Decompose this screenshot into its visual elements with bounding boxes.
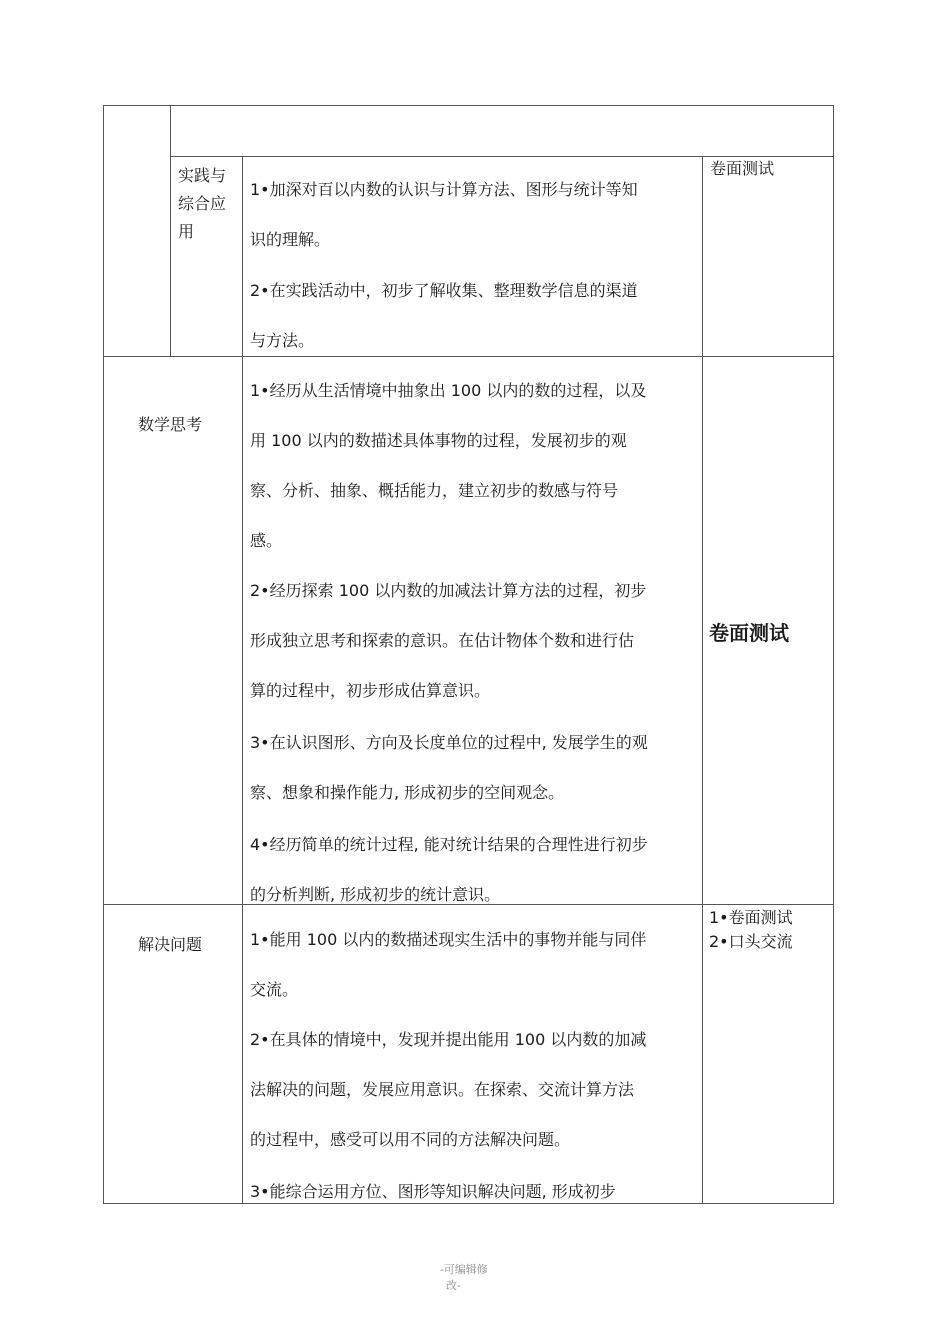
problem-assessment-item-1: 1•卷面测试 xyxy=(709,908,793,927)
problem-label: 解决问题 xyxy=(138,935,203,954)
thinking-assessment: 卷面测试 xyxy=(709,621,789,645)
practice-label: 实践与 综合应 用 xyxy=(178,166,227,241)
problem-item-1: 1•能用 100 以内的数描述现实生活中的事物并能与同伴 交流。 xyxy=(250,930,647,999)
problem-assessment xyxy=(709,906,793,954)
problem-item-3: 3•能综合运用方位、图形等知识解决问题, 形成初步 xyxy=(250,1182,616,1201)
thinking-item-2: 2•经历探索 100 以内数的加减法计算方法的过程，初步 形成独立思考和探索的意识。在估计物体个数和进行估 算的过程中，初步形成估算意识。 xyxy=(250,581,647,700)
thinking-item-3: 3•在认识图形、方向及长度单位的过程中, 发展学生的观 察、想象和操作能力, 形成初步的空间观念。 xyxy=(250,733,648,802)
thinking-item-4: 4•经历简单的统计过程, 能对统计结果的合理性进行初步 的分析判断, 形成初步的统计意识。 xyxy=(250,835,648,904)
table-border-left xyxy=(103,105,104,1204)
page-footer: -可编辑修 改- xyxy=(440,1263,488,1292)
thinking-item-1: 1•经历从生活情境中抽象出 100 以内的数的过程，以及 用 100 以内的数描述具体事物的过程，发展初步的观 察、分析、抽象、概括能力，建立初步的数感与符号 感。 xyxy=(250,381,647,550)
table-rule-content-col xyxy=(242,156,243,1204)
table-rule-subcol xyxy=(170,105,171,357)
practice-item-1: 1•加深对百以内数的认识与计算方法、图形与统计等知 识的理解。 xyxy=(250,180,638,249)
table-border-top xyxy=(103,105,834,106)
problem-item-2: 2•在具体的情境中，发现并提出能用 100 以内数的加减 法解决的问题，发展应用意识。在探索、交流计算方法 的过程中，感受可以用不同的方法解决问题。 xyxy=(250,1030,647,1149)
practice-assessment: 卷面测试 xyxy=(710,159,775,178)
practice-item-2: 2•在实践活动中，初步了解收集、整理数学信息的渠道 与方法。 xyxy=(250,281,638,350)
problem-assessment-item-2: 2•口头交流 xyxy=(709,932,793,951)
table-rule-assessment-col xyxy=(702,156,703,1204)
table-border-right xyxy=(833,105,834,1204)
thinking-label: 数学思考 xyxy=(138,415,203,434)
table-rule-thinking-top xyxy=(103,356,834,357)
